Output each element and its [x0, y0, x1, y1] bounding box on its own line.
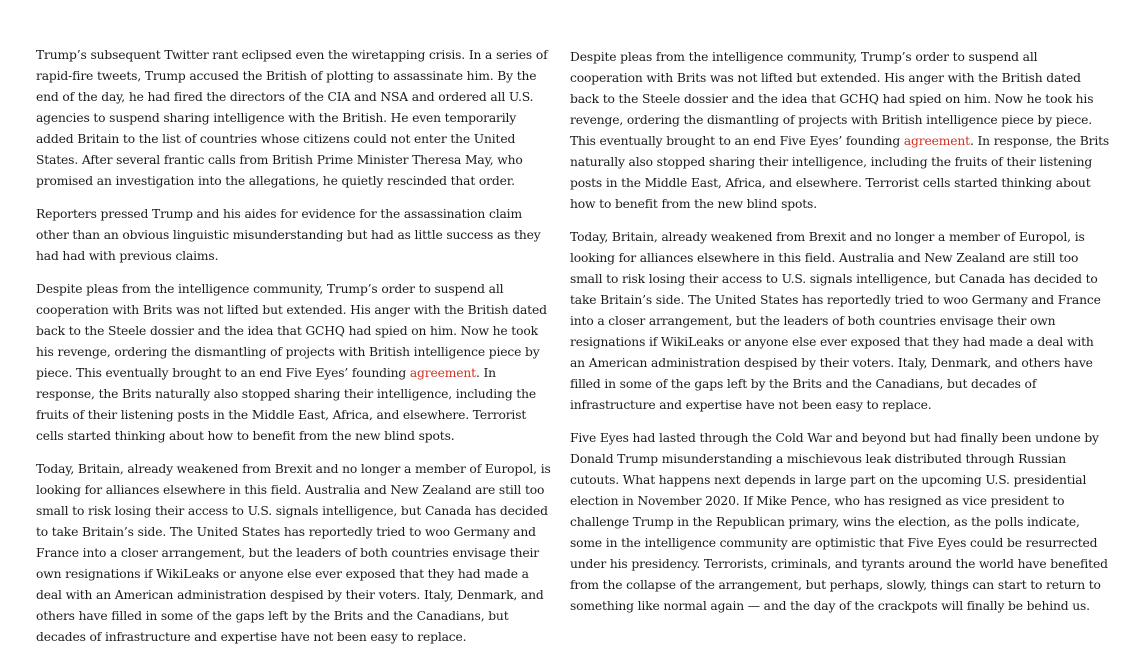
paragraph-text: . In response, the Brits naturally also stopped sharing their intelligence, including the fruits of their listening posts in the Middle East, Africa, and elsewhere. Terrorist cells started thinking about how to benefit from the new blind spots.: [36, 366, 536, 443]
agreement-link[interactable]: agreement: [409, 366, 476, 380]
article-left-column: [36, 0, 554, 660]
paragraph-text: Despite pleas from the intelligence community, Trump’s order to suspend all cooperation with Brits was not lifted but extended. His anger with the British dated back to the Steele dossier and the idea that GCHQ had spied on him. Now he took his revenge, ordering the dismantling of projects with British intelligence piece by piece. This eventually brought to an end Five Eyes’ founding: [36, 282, 547, 380]
paragraph: Reporters pressed Trump and his aides for evidence for the assassination claim other than an obvious linguistic misunderstanding but had as little success as they had had with previous claims.: [36, 207, 541, 263]
paragraph-text: . In response, the Brits naturally also stopped sharing their intelligence, including the fruits of their listening posts in the Middle East, Africa, and elsewhere. Terrorist cells started thinking about how to benefit from the new blind spots.: [570, 134, 1110, 211]
paragraph: Today, Britain, already weakened from Brexit and no longer a member of Europol, is looking for alliances elsewhere in this field. Australia and New Zealand are still too small to risk losing their access to U.S. signals intelligence, but Canada has decided to take Britain’s side. The United States has reportedly tried to woo Germany and France into a closer arrangement, but the leaders of both countries envisage their own resignations if WikiLeaks or anyone else ever exposed that they had made a deal with an American administration despised by their voters. Italy, Denmark, and others have filled in some of the gaps left by the Brits and the Canadians, but decades of infrastructure and expertise have not been easy to replace.: [36, 462, 551, 644]
paragraph: Trump’s subsequent Twitter rant eclipsed even the wiretapping crisis. In a series of rapid-fire tweets, Trump accused the British of plotting to assassinate him. By the end of the day, he had fired the directors of the CIA and NSA and ordered all U.S. agencies to suspend sharing intelligence with the British. He even temporarily added Britain to the list of countries whose citizens could not enter the United States. After several frantic calls from British Prime Minister Theresa May, who promised an investigation into the allegations, he quietly rescinded that order.: [36, 48, 548, 188]
paragraph: Today, Britain, already weakened from Brexit and no longer a member of Europol, is looking for alliances elsewhere in this field. Australia and New Zealand are still too small to risk losing their access to U.S. signals intelligence, but Canada has decided to take Britain’s side. The United States has reportedly tried to woo Germany and France into a closer arrangement, but the leaders of both countries envisage their own resignations if WikiLeaks or anyone else ever exposed that they had made a deal with an American administration despised by their voters. Italy, Denmark, and others have filled in some of the gaps left by the Brits and the Canadians, but decades of infrastructure and expertise have not been easy to replace.: [570, 230, 1101, 412]
paragraph-text: Despite pleas from the intelligence community, Trump’s order to suspend all cooperation with Brits was not lifted but extended. His anger with the British dated back to the Steele dossier and the idea that GCHQ had spied on him. Now he took his revenge, ordering the dismantling of projects with British intelligence piece by piece. This eventually brought to an end Five Eyes’ founding: [570, 50, 1094, 148]
article-right-column: [570, 0, 1110, 629]
paragraph: Five Eyes had lasted through the Cold War and beyond but had finally been undone by Donald Trump misunderstanding a mischievous leak distributed through Russian cutouts. What happens next depends in large part on the upcoming U.S. presidential election in November 2020. If Mike Pence, who has resigned as vice president to challenge Trump in the Republican primary, wins the election, as the polls indicate, some in the intelligence community are optimistic that Five Eyes could be resurrected under his presidency. Terrorists, criminals, and tyrants around the world have benefited from the collapse of the arrangement, but perhaps, slowly, things can start to return to something like normal again — and the day of the crackpots will finally be behind us.: [570, 431, 1108, 613]
paragraph: [36, 279, 554, 447]
agreement-link[interactable]: agreement: [903, 134, 970, 148]
paragraph: [570, 47, 1110, 215]
